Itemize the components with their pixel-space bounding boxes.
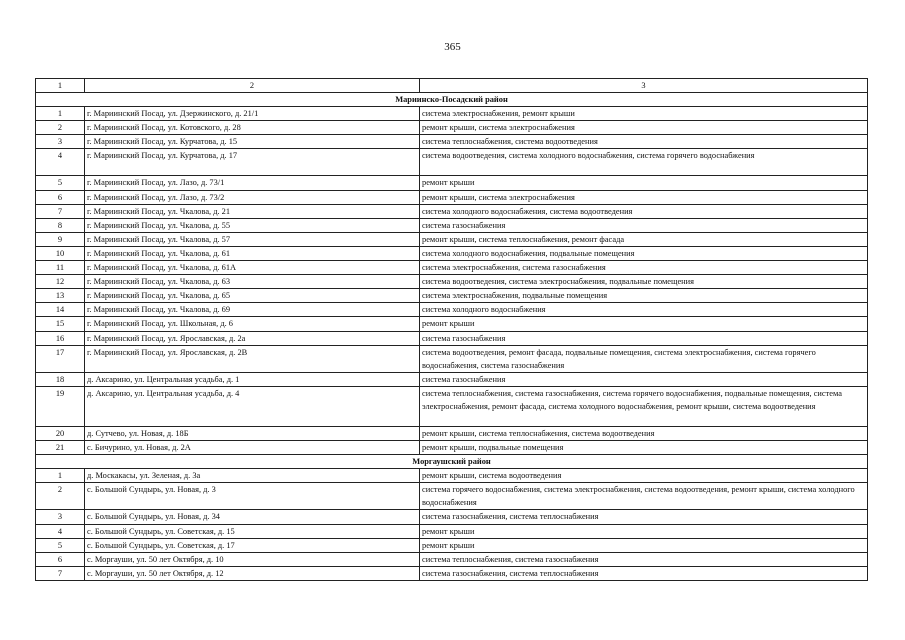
row-address: г. Мариинский Посад, ул. Чкалова, д. 57 bbox=[85, 232, 420, 246]
row-works: система водоотведения, ремонт фасада, подвальные помещения, система электроснабжения, система горячего водоснабжения, система газоснабжения bbox=[420, 345, 868, 372]
table-row bbox=[36, 552, 868, 566]
row-works: система холодного водоснабжения, подвальные помещения bbox=[420, 246, 868, 260]
table-row bbox=[36, 121, 868, 135]
row-address: с. Большой Сундырь, ул. Советская, д. 15 bbox=[85, 524, 420, 538]
row-works: система теплоснабжения, система газоснабжения bbox=[420, 552, 868, 566]
row-number: 5 bbox=[36, 538, 85, 552]
row-address: г. Мариинский Посад, ул. Курчатова, д. 15 bbox=[85, 135, 420, 149]
table-row bbox=[36, 289, 868, 303]
row-works: система электроснабжения, подвальные помещения bbox=[420, 289, 868, 303]
district-name: Мариинско-Посадский район bbox=[36, 93, 868, 107]
table-row bbox=[36, 232, 868, 246]
row-works: ремонт крыши bbox=[420, 317, 868, 331]
row-number: 12 bbox=[36, 275, 85, 289]
row-number: 4 bbox=[36, 524, 85, 538]
table-row bbox=[36, 469, 868, 483]
row-number: 4 bbox=[36, 149, 85, 176]
header-row bbox=[36, 79, 868, 93]
row-number: 13 bbox=[36, 289, 85, 303]
row-number: 8 bbox=[36, 218, 85, 232]
row-works: ремонт крыши, подвальные помещения bbox=[420, 440, 868, 454]
row-address: г. Мариинский Посад, ул. Лазо, д. 73/1 bbox=[85, 176, 420, 190]
row-works: ремонт крыши bbox=[420, 176, 868, 190]
table-row bbox=[36, 218, 868, 232]
row-number: 16 bbox=[36, 331, 85, 345]
row-number: 17 bbox=[36, 345, 85, 372]
table-row bbox=[36, 204, 868, 218]
table-row bbox=[36, 317, 868, 331]
row-address: г. Мариинский Посад, ул. Чкалова, д. 65 bbox=[85, 289, 420, 303]
table-row bbox=[36, 538, 868, 552]
row-works: система газоснабжения bbox=[420, 372, 868, 386]
row-works: система теплоснабжения, система водоотведения bbox=[420, 135, 868, 149]
table-body bbox=[36, 79, 868, 581]
row-works: система водоотведения, система холодного водоснабжения, система горячего водоснабжения bbox=[420, 149, 868, 176]
row-number: 1 bbox=[36, 107, 85, 121]
row-number: 6 bbox=[36, 552, 85, 566]
row-number: 14 bbox=[36, 303, 85, 317]
row-address: с. Большой Сундырь, ул. Новая, д. 3 bbox=[85, 483, 420, 510]
row-address: с. Моргауши, ул. 50 лет Октября, д. 10 bbox=[85, 552, 420, 566]
row-works: система горячего водоснабжения, система электроснабжения, система водоотведения, ремонт крыши, система холодного водоснабжения bbox=[420, 483, 868, 510]
row-works: система водоотведения, система электроснабжения, подвальные помещения bbox=[420, 275, 868, 289]
row-works: система теплоснабжения, система газоснабжения, система горячего водоснабжения, подвальные помещения, система электроснабжения, ремонт фасада, система холодного водоснабжения, ремонт крыши, система водоотведения bbox=[420, 386, 868, 426]
row-address: г. Мариинский Посад, ул. Чкалова, д. 55 bbox=[85, 218, 420, 232]
row-number: 5 bbox=[36, 176, 85, 190]
row-address: с. Бичурино, ул. Новая, д. 2А bbox=[85, 440, 420, 454]
row-works: ремонт крыши, система теплоснабжения, ремонт фасада bbox=[420, 232, 868, 246]
row-number: 3 bbox=[36, 135, 85, 149]
row-address: с. Моргауши, ул. 50 лет Октября, д. 12 bbox=[85, 566, 420, 580]
row-address: г. Мариинский Посад, ул. Чкалова, д. 63 bbox=[85, 275, 420, 289]
row-number: 2 bbox=[36, 483, 85, 510]
table-row bbox=[36, 246, 868, 260]
row-address: г. Мариинский Посад, ул. Чкалова, д. 21 bbox=[85, 204, 420, 218]
row-number: 9 bbox=[36, 232, 85, 246]
header-cell-address: 2 bbox=[85, 79, 420, 93]
table-row bbox=[36, 176, 868, 190]
district-name: Моргаушский район bbox=[36, 455, 868, 469]
table-row bbox=[36, 372, 868, 386]
table-row bbox=[36, 510, 868, 524]
table-row bbox=[36, 149, 868, 176]
row-works: система электроснабжения, система газоснабжения bbox=[420, 261, 868, 275]
row-number: 7 bbox=[36, 204, 85, 218]
row-address: г. Мариинский Посад, ул. Дзержинского, д. 21/1 bbox=[85, 107, 420, 121]
district-row bbox=[36, 93, 868, 107]
row-number: 2 bbox=[36, 121, 85, 135]
row-works: ремонт крыши, система водоотведения bbox=[420, 469, 868, 483]
row-works: система электроснабжения, ремонт крыши bbox=[420, 107, 868, 121]
table-row bbox=[36, 386, 868, 426]
district-row bbox=[36, 455, 868, 469]
row-address: г. Мариинский Посад, ул. Чкалова, д. 61А bbox=[85, 261, 420, 275]
row-works: система газоснабжения bbox=[420, 331, 868, 345]
row-address: г. Мариинский Посад, ул. Школьная, д. 6 bbox=[85, 317, 420, 331]
row-address: д. Аксарино, ул. Центральная усадьба, д. 4 bbox=[85, 386, 420, 426]
row-address: д. Аксарино, ул. Центральная усадьба, д. 1 bbox=[85, 372, 420, 386]
row-number: 19 bbox=[36, 386, 85, 426]
row-number: 3 bbox=[36, 510, 85, 524]
row-address: д. Москакасы, ул. Зеленая, д. 3а bbox=[85, 469, 420, 483]
row-address: г. Мариинский Посад, ул. Ярославская, д. 2В bbox=[85, 345, 420, 372]
row-number: 7 bbox=[36, 566, 85, 580]
table-row bbox=[36, 275, 868, 289]
header-cell-works: 3 bbox=[420, 79, 868, 93]
row-works: система холодного водоснабжения, система водоотведения bbox=[420, 204, 868, 218]
row-number: 1 bbox=[36, 469, 85, 483]
row-address: д. Сутчево, ул. Новая, д. 18Б bbox=[85, 426, 420, 440]
table-row bbox=[36, 524, 868, 538]
row-number: 10 bbox=[36, 246, 85, 260]
row-address: с. Большой Сундырь, ул. Советская, д. 17 bbox=[85, 538, 420, 552]
row-address: с. Большой Сундырь, ул. Новая, д. 34 bbox=[85, 510, 420, 524]
row-works: система газоснабжения, система теплоснабжения bbox=[420, 510, 868, 524]
row-address: г. Мариинский Посад, ул. Ярославская, д. 2а bbox=[85, 331, 420, 345]
page-number: 365 bbox=[444, 41, 461, 53]
table-row bbox=[36, 261, 868, 275]
table-row bbox=[36, 107, 868, 121]
table-row bbox=[36, 303, 868, 317]
row-works: система холодного водоснабжения bbox=[420, 303, 868, 317]
row-works: ремонт крыши, система электроснабжения bbox=[420, 121, 868, 135]
row-number: 18 bbox=[36, 372, 85, 386]
row-works: ремонт крыши bbox=[420, 538, 868, 552]
header-cell-number: 1 bbox=[36, 79, 85, 93]
row-works: система газоснабжения, система теплоснабжения bbox=[420, 566, 868, 580]
row-works: ремонт крыши, система теплоснабжения, система водоотведения bbox=[420, 426, 868, 440]
works-table bbox=[35, 78, 868, 581]
table-row bbox=[36, 345, 868, 372]
row-number: 11 bbox=[36, 261, 85, 275]
table-row bbox=[36, 483, 868, 510]
table-row bbox=[36, 331, 868, 345]
row-address: г. Мариинский Посад, ул. Чкалова, д. 69 bbox=[85, 303, 420, 317]
row-number: 6 bbox=[36, 190, 85, 204]
table-row bbox=[36, 566, 868, 580]
table-row bbox=[36, 426, 868, 440]
row-works: система газоснабжения bbox=[420, 218, 868, 232]
row-number: 20 bbox=[36, 426, 85, 440]
row-number: 15 bbox=[36, 317, 85, 331]
row-number: 21 bbox=[36, 440, 85, 454]
row-address: г. Мариинский Посад, ул. Курчатова, д. 17 bbox=[85, 149, 420, 176]
row-address: г. Мариинский Посад, ул. Чкалова, д. 61 bbox=[85, 246, 420, 260]
row-address: г. Мариинский Посад, ул. Лазо, д. 73/2 bbox=[85, 190, 420, 204]
table-row bbox=[36, 135, 868, 149]
table-row bbox=[36, 190, 868, 204]
row-works: ремонт крыши bbox=[420, 524, 868, 538]
row-address: г. Мариинский Посад, ул. Котовского, д. 28 bbox=[85, 121, 420, 135]
row-works: ремонт крыши, система электроснабжения bbox=[420, 190, 868, 204]
table-row bbox=[36, 440, 868, 454]
